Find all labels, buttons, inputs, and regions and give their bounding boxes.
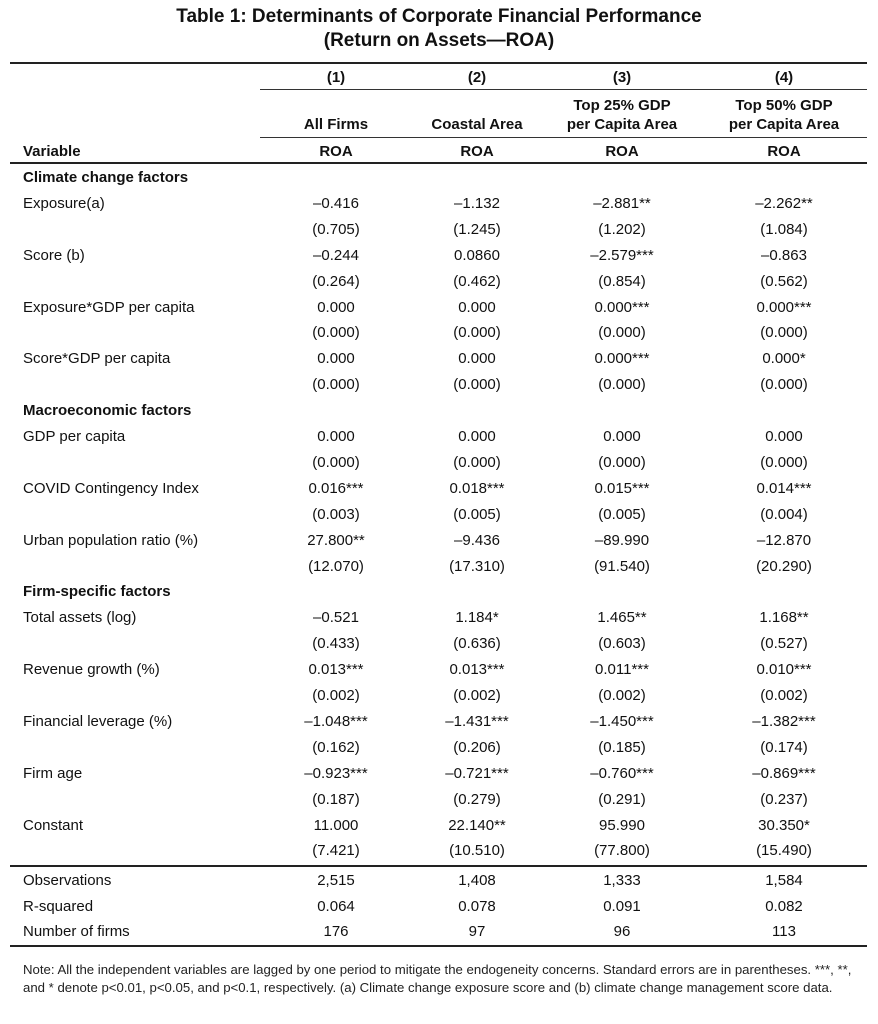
row-label: Total assets (log) [23, 609, 137, 627]
standard-error-cell: (17.310) [449, 557, 505, 575]
stat-label: Observations [23, 872, 112, 889]
coefficient-cell: 0.014*** [756, 479, 812, 497]
coefficient-cell: 22.140** [448, 816, 506, 834]
standard-error-cell: (0.000) [453, 376, 501, 394]
standard-error-cell: (0.000) [760, 453, 808, 471]
coefficient-cell: 95.990 [599, 816, 645, 834]
standard-error-cell: (0.005) [598, 505, 646, 523]
standard-error-cell: (1.245) [453, 220, 501, 238]
row-label: Exposure*GDP per capita [23, 298, 195, 316]
row-label: Score (b) [23, 246, 85, 264]
row-label: Exposure(a) [23, 194, 105, 212]
standard-error-cell: (1.084) [760, 220, 808, 238]
coefficient-cell: –2.262** [755, 194, 813, 212]
section-title: Firm-specific factors [23, 583, 171, 601]
standard-error-cell: (0.174) [760, 738, 808, 756]
standard-error-cell: (0.237) [760, 790, 808, 808]
standard-error-cell: (0.000) [598, 324, 646, 342]
standard-error-cell: (0.562) [760, 272, 808, 290]
coefficient-cell: –2.579*** [590, 246, 654, 264]
coefficient-cell: 27.800** [307, 531, 365, 549]
column-name-rule [260, 137, 867, 138]
column-name-line1: Top 50% GDP [735, 97, 833, 114]
coefficient-cell: –0.760*** [590, 764, 654, 782]
standard-error-cell: (0.003) [312, 505, 360, 523]
column-number: (2) [467, 69, 487, 86]
coefficient-cell: 0.010*** [756, 661, 812, 679]
table-bottom-rule [10, 945, 867, 947]
column-name-line2: All Firms [303, 116, 369, 133]
stat-value: 0.078 [458, 897, 496, 915]
coefficient-cell: –0.416 [313, 194, 359, 212]
coefficient-cell: –0.869*** [752, 764, 816, 782]
standard-error-cell: (0.002) [453, 687, 501, 704]
coefficient-cell: 0.000 [458, 428, 496, 445]
coefficient-cell: –0.923*** [304, 764, 368, 782]
standard-error-cell: (0.603) [598, 635, 646, 653]
column-dependent-variable: ROA [460, 143, 494, 160]
row-label: Revenue growth (%) [23, 661, 160, 679]
row-label: GDP per capita [23, 428, 126, 445]
stat-value: 176 [323, 923, 349, 940]
standard-error-cell: (7.421) [312, 842, 360, 860]
coefficient-cell: 0.013*** [308, 661, 364, 679]
column-name-line2: Coastal Area [431, 116, 523, 133]
standard-error-cell: (0.705) [312, 220, 360, 238]
standard-error-cell: (91.540) [594, 557, 650, 575]
coefficient-cell: –89.990 [594, 531, 650, 549]
coefficient-cell: 0.018*** [449, 479, 505, 497]
coefficient-cell: –1.048*** [304, 712, 368, 730]
coefficient-cell: –0.521 [313, 609, 359, 627]
coefficient-cell: 0.016*** [308, 479, 364, 497]
standard-error-cell: (0.000) [453, 453, 501, 471]
stat-value: 0.091 [603, 897, 641, 915]
standard-error-cell: (0.527) [760, 635, 808, 653]
coefficient-cell: 0.013*** [449, 661, 505, 679]
coefficient-cell: –9.436 [454, 531, 500, 549]
coefficient-cell: –1.431*** [445, 712, 509, 730]
row-label: Score*GDP per capita [23, 350, 171, 368]
coefficient-cell: –0.244 [313, 246, 359, 264]
coefficient-cell: 0.000*** [594, 350, 650, 368]
standard-error-cell: (0.636) [453, 635, 501, 653]
coefficient-cell: 30.350* [758, 816, 810, 834]
standard-error-cell: (0.854) [598, 272, 646, 290]
coefficient-cell: 1.465** [597, 609, 647, 627]
standard-error-cell: (0.000) [760, 376, 808, 394]
section-title: Climate change factors [23, 169, 189, 186]
column-dependent-variable: ROA [605, 143, 639, 160]
stat-value: 1,333 [603, 872, 641, 889]
standard-error-cell: (0.162) [312, 738, 360, 756]
coefficient-cell: 0.011*** [595, 661, 649, 679]
coefficient-cell: 0.015*** [594, 479, 650, 497]
standard-error-cell: (0.185) [598, 738, 646, 756]
stat-value: 2,515 [317, 872, 355, 889]
coefficient-cell: 0.000* [762, 350, 806, 368]
column-dependent-variable: ROA [319, 143, 353, 160]
column-number: (4) [774, 69, 794, 86]
standard-error-cell: (0.000) [312, 453, 360, 471]
coefficient-cell: 0.000 [458, 298, 496, 316]
column-name-line1: Top 25% GDP [573, 97, 671, 114]
stats-top-rule [10, 865, 867, 867]
coefficient-cell: 0.000 [603, 428, 641, 445]
standard-error-cell: (0.002) [598, 687, 646, 704]
coefficient-cell: 0.000*** [756, 298, 812, 316]
coefficient-cell: –2.881** [593, 194, 651, 212]
column-number-rule [260, 89, 867, 90]
stat-label: Number of firms [23, 923, 130, 940]
standard-error-cell: (0.000) [598, 376, 646, 394]
standard-error-cell: (0.002) [312, 687, 360, 704]
standard-error-cell: (0.000) [760, 324, 808, 342]
standard-error-cell: (12.070) [308, 557, 364, 575]
coefficient-cell: 0.000 [317, 350, 355, 368]
column-name-line2: per Capita Area [566, 116, 678, 133]
row-label: Firm age [23, 764, 83, 782]
header-bottom-rule [10, 162, 867, 164]
standard-error-cell: (0.206) [453, 738, 501, 756]
row-label: Constant [23, 816, 84, 834]
coefficient-cell: 0.000 [317, 298, 355, 316]
table-note: Note: All the independent variables are lagged by one period to mitigate the endogeneity concerns. Standard errors are in parentheses. ***, **, and * denote p<0.01, p<0.05, and p<0.1, respectively. (a) Climate change exposure score and (b) climate change management score data. [23, 962, 852, 995]
column-dependent-variable: ROA [767, 143, 801, 160]
standard-error-cell: (15.490) [756, 842, 812, 860]
standard-error-cell: (0.433) [312, 635, 360, 653]
coefficient-cell: –1.382*** [752, 712, 816, 730]
standard-error-cell: (0.462) [453, 272, 501, 290]
standard-error-cell: (0.004) [760, 505, 808, 523]
standard-error-cell: (0.005) [453, 505, 501, 523]
coefficient-cell: 1.168** [759, 609, 809, 627]
coefficient-cell: –1.450*** [590, 712, 654, 730]
coefficient-cell: 0.0860 [454, 246, 500, 264]
standard-error-cell: (0.000) [312, 376, 360, 394]
row-label: Financial leverage (%) [23, 712, 173, 730]
standard-error-cell: (0.000) [453, 324, 501, 342]
standard-error-cell: (0.002) [760, 687, 808, 704]
row-label: COVID Contingency Index [23, 479, 199, 497]
table-title-line1: Table 1: Determinants of Corporate Financial Performance [176, 6, 702, 27]
standard-error-cell: (0.291) [598, 790, 646, 808]
stat-value: 1,584 [765, 872, 803, 889]
coefficient-cell: 1.184* [455, 609, 499, 627]
stat-value: 1,408 [458, 872, 496, 889]
column-name-line2: per Capita Area [728, 116, 840, 133]
coefficient-cell: –1.132 [454, 194, 500, 212]
standard-error-cell: (10.510) [449, 842, 505, 860]
coefficient-cell: –0.863 [761, 246, 807, 264]
coefficient-cell: 0.000*** [594, 298, 650, 316]
stat-value: 113 [772, 923, 796, 940]
column-number: (3) [612, 69, 632, 86]
stat-value: 97 [468, 923, 486, 940]
stat-value: 0.064 [317, 897, 355, 915]
coefficient-cell: –12.870 [756, 531, 812, 549]
coefficient-cell: 0.000 [317, 428, 355, 445]
standard-error-cell: (77.800) [594, 842, 650, 860]
standard-error-cell: (0.187) [312, 790, 360, 808]
standard-error-cell: (0.000) [312, 324, 360, 342]
stat-value: 96 [613, 923, 631, 940]
standard-error-cell: (20.290) [756, 557, 812, 575]
coefficient-cell: –0.721*** [445, 764, 509, 782]
table-top-rule [10, 62, 867, 64]
table-title-line2: (Return on Assets—ROA) [323, 30, 555, 51]
standard-error-cell: (0.279) [453, 790, 501, 808]
coefficient-cell: 11.000 [313, 816, 359, 834]
coefficient-cell: 0.000 [458, 350, 496, 368]
standard-error-cell: (0.000) [598, 453, 646, 471]
standard-error-cell: (0.264) [312, 272, 360, 290]
section-title: Macroeconomic factors [23, 402, 192, 420]
stat-value: 0.082 [765, 897, 803, 915]
variable-header: Variable [23, 143, 81, 160]
standard-error-cell: (1.202) [598, 220, 646, 238]
stat-label: R-squared [23, 897, 94, 915]
row-label: Urban population ratio (%) [23, 531, 199, 549]
coefficient-cell: 0.000 [765, 428, 803, 445]
column-number: (1) [326, 69, 346, 86]
